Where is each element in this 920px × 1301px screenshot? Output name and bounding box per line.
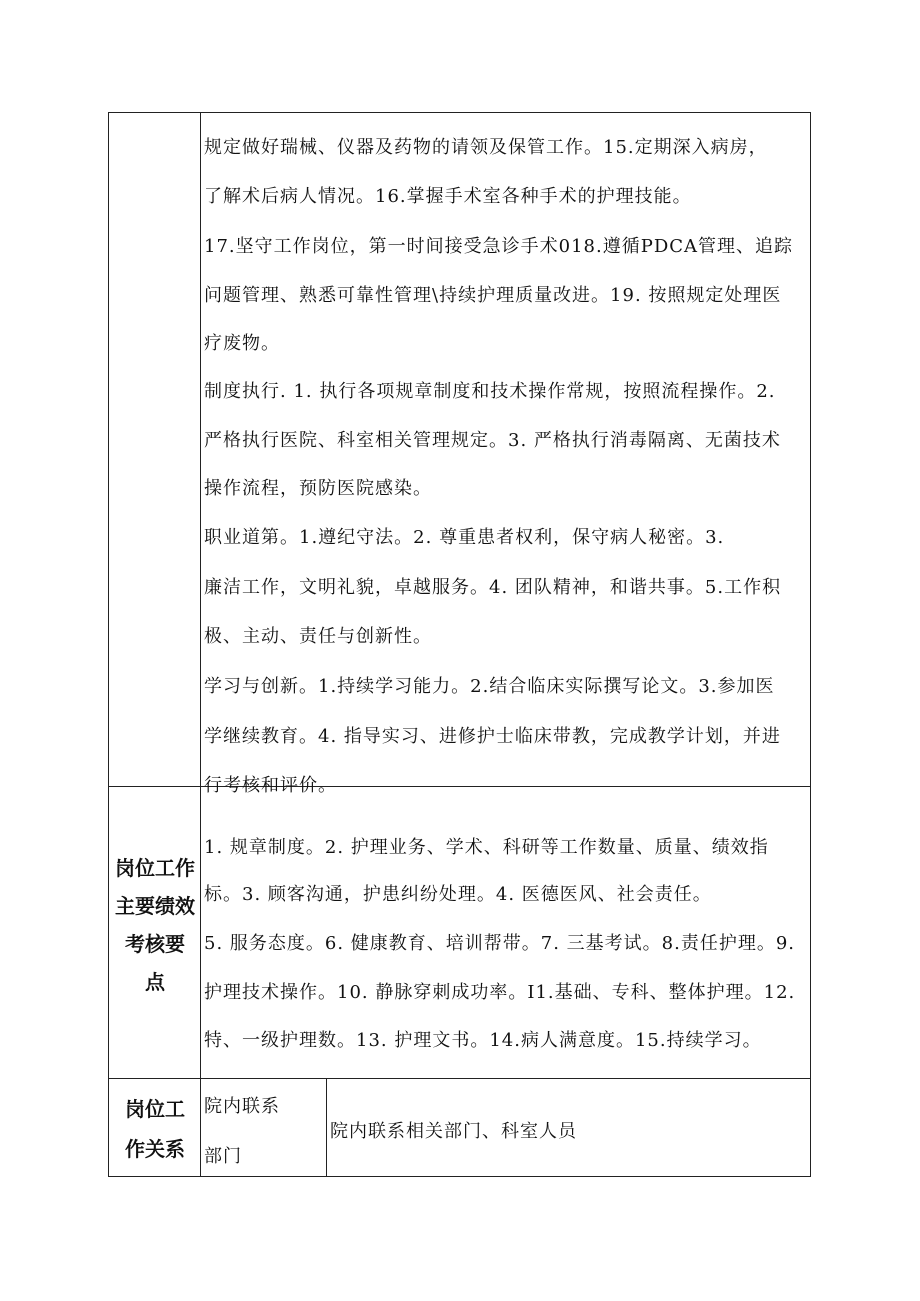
performance-line: 5. 服务态度。6. 健康教育、培训帮带。7. 三基考试。8.责任护理。9.	[204, 933, 796, 954]
duties-line: 制度执行. 1. 执行各项规章制度和技术操作常规，按照流程操作。2.	[204, 381, 776, 402]
duties-line: 17.坚守工作岗位，第一时间接受急诊手术018.遵循PDCA管理、追踪	[204, 236, 794, 257]
duties-line: 学习与创新。1.持续学习能力。2.结合临床实际撰写论文。3.参加医	[204, 676, 775, 697]
label-line: 点	[145, 970, 165, 994]
relations-row-label	[110, 1089, 200, 1169]
duties-line: 学继续教育。4. 指导实习、进修护士临床带教，完成教学计划，并进	[204, 726, 781, 747]
duties-line: 严格执行医院、科室相关管理规定。3. 严格执行消毒隔离、无菌技术	[204, 430, 781, 451]
performance-line: 1. 规章制度。2. 护理业务、学术、科研等工作数量、质量、绩效指	[204, 837, 769, 858]
label-line: 作关系	[125, 1137, 185, 1161]
duties-line: 行考核和评价。	[204, 775, 337, 796]
column-divider	[326, 1078, 327, 1177]
duties-cell	[200, 113, 810, 796]
performance-row-label	[110, 849, 200, 1001]
duties-line: 极、主动、责任与创新性。	[204, 626, 432, 647]
label-line: 考核要	[125, 932, 185, 956]
performance-line: 护理技术操作。10. 静脉穿刺成功率。I1.基础、专科、整体护理。12.	[204, 982, 796, 1003]
row-divider	[108, 1078, 811, 1079]
duties-line: 廉洁工作，文明礼貌，卓越服务。4. 团队精神，和谐共事。5.工作积	[204, 577, 782, 598]
duties-line: 规定做好瑞械、仪器及药物的请领及保管工作。15.定期深入病房，	[204, 137, 768, 158]
performance-line: 特、一级护理数。13. 护理文书。14.病人满意度。15.持续学习。	[204, 1030, 762, 1051]
relations-sub-label: 部门	[204, 1146, 242, 1167]
duties-line: 职业道第。1.遵纪守法。2. 尊重患者权利，保守病人秘密。3.	[204, 527, 725, 548]
relations-sub-label: 院内联系	[204, 1096, 280, 1117]
label-line: 岗位工作	[115, 856, 195, 880]
duties-line: 操作流程，预防医院感染。	[204, 478, 432, 499]
duties-line: 了解术后病人情况。16.掌握手术室各种手术的护理技能。	[204, 186, 692, 207]
duties-line: 问题管理、熟悉可靠性管理\持续护理质量改进。19. 按照规定处理医	[204, 285, 782, 306]
label-line: 岗位工	[125, 1097, 185, 1121]
performance-line: 标。3. 顾客沟通，护患纠纷处理。4. 医德医风、社会责任。	[204, 884, 712, 905]
duties-line: 疗废物。	[204, 333, 280, 354]
relations-value: 院内联系相关部门、科室人员	[330, 1121, 577, 1142]
label-line: 主要绩效	[115, 894, 195, 918]
